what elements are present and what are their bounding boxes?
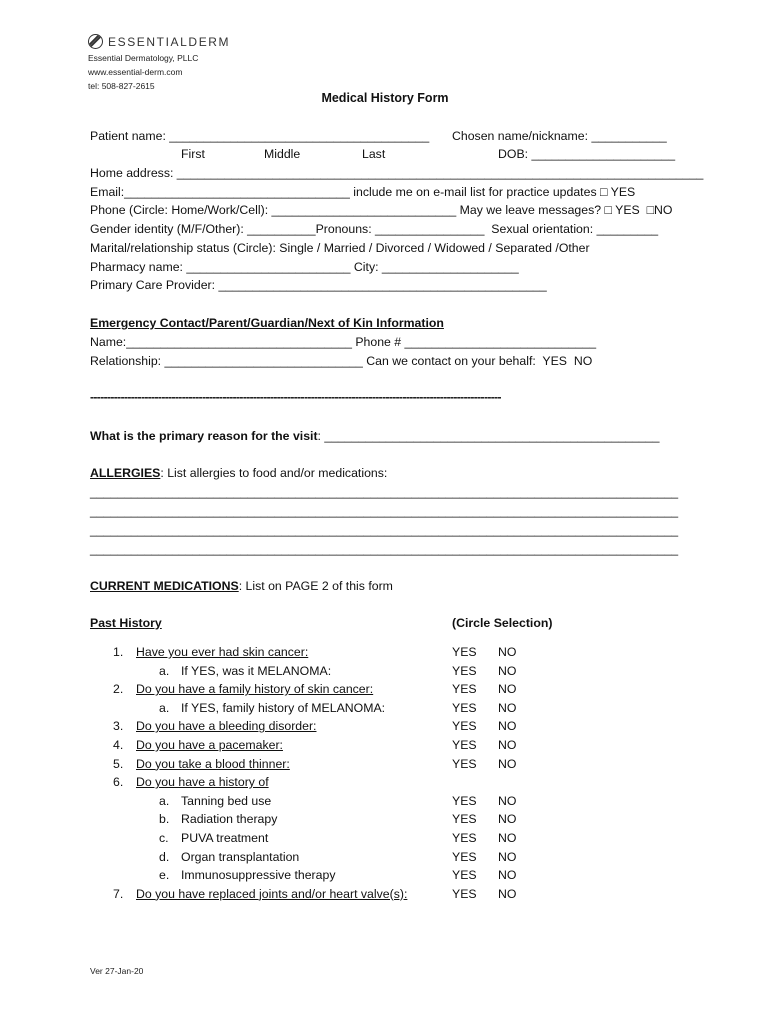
primary-care-field[interactable]: Primary Care Provider: ________________________________________________: [90, 278, 547, 292]
reason-label: What is the primary reason for the visit: [90, 429, 318, 443]
middle-label: Middle: [264, 147, 301, 161]
patient-name-field[interactable]: Patient name: ______________________________________: [90, 129, 430, 143]
yes-option[interactable]: YES: [452, 793, 477, 808]
no-option[interactable]: NO: [498, 831, 517, 845]
no-option[interactable]: NO: [498, 719, 517, 734]
history-item-number: 4.: [113, 738, 124, 752]
history-item-number: 5.: [113, 756, 124, 771]
history-item-number: e.: [159, 868, 170, 883]
history-item-question: Radiation therapy: [181, 812, 278, 827]
phone-field[interactable]: Phone (Circle: Home/Work/Cell): ___________________________ May we leave messages? □ YES □NO: [90, 203, 673, 217]
yes-option[interactable]: YES: [452, 719, 477, 734]
medications-text: : List on PAGE 2 of this form: [238, 579, 393, 593]
history-item-question: Do you have replaced joints and/or heart valve(s):: [136, 886, 408, 901]
allergies-line[interactable]: ______________________________________________________________________________________: [90, 485, 679, 499]
no-option[interactable]: NO: [498, 700, 517, 715]
logo-text: ESSENTIALDERM: [108, 34, 231, 49]
yes-option[interactable]: YES: [452, 849, 477, 864]
yes-option[interactable]: YES: [452, 868, 477, 883]
no-option[interactable]: NO: [498, 645, 517, 659]
company-website: www.essential-derm.com: [88, 67, 183, 77]
last-label: Last: [362, 147, 386, 161]
yes-option[interactable]: YES: [452, 700, 477, 715]
no-option[interactable]: NO: [498, 886, 517, 901]
history-item-question: If YES, was it MELANOMA:: [181, 663, 332, 678]
yes-option[interactable]: YES: [452, 645, 477, 659]
home-address-field[interactable]: Home address: _____________________________________________________________________________: [90, 166, 704, 180]
no-option[interactable]: NO: [498, 682, 517, 697]
form-title: Medical History Form: [321, 91, 449, 105]
email-field[interactable]: Email:_________________________________ include me on e-mail list for practice updates □ YES: [90, 185, 636, 199]
allergies-line[interactable]: ______________________________________________________________________________________: [90, 504, 679, 518]
history-item-number: c.: [159, 831, 169, 845]
history-item-number: a.: [159, 663, 170, 678]
separator-line: -------------------------------------------------------------------------------------------------------------------------: [90, 390, 501, 404]
history-item-question: Do you have a history of: [136, 775, 269, 790]
version-footer: Ver 27-Jan-20: [90, 966, 144, 976]
history-item-question: Do you take a blood thinner:: [136, 756, 290, 771]
history-item-question: Have you ever had skin cancer:: [136, 645, 309, 659]
history-item-number: b.: [159, 812, 170, 827]
yes-option[interactable]: YES: [452, 682, 477, 697]
no-option[interactable]: NO: [498, 756, 517, 771]
no-option[interactable]: NO: [498, 793, 517, 808]
history-item-question: Immunosuppressive therapy: [181, 868, 336, 883]
history-item-number: 3.: [113, 719, 124, 734]
history-item-number: 7.: [113, 886, 124, 901]
history-item-number: 1.: [113, 645, 124, 659]
allergies-heading: ALLERGIES: [90, 466, 161, 480]
allergies-line[interactable]: ______________________________________________________________________________________: [90, 542, 679, 556]
medications-note: [90, 580, 393, 592]
history-item-question: PUVA treatment: [181, 831, 269, 845]
medications-heading: CURRENT MEDICATIONS: [90, 579, 239, 593]
allergies-line[interactable]: ______________________________________________________________________________________: [90, 523, 679, 537]
allergies-text: : List allergies to food and/or medications:: [160, 466, 388, 480]
allergies-prompt: [90, 467, 387, 479]
emergency-relationship-field[interactable]: Relationship: _____________________________ Can we contact on your behalf: YES NO: [90, 354, 593, 368]
history-item-number: a.: [159, 700, 170, 715]
logo-icon: [88, 34, 103, 49]
history-item-question: Organ transplantation: [181, 849, 300, 864]
no-option[interactable]: NO: [498, 812, 517, 827]
yes-option[interactable]: YES: [452, 756, 477, 771]
emergency-heading: Emergency Contact/Parent/Guardian/Next of Kin Information: [90, 316, 444, 330]
yes-option[interactable]: YES: [452, 886, 477, 901]
chosen-name-field[interactable]: Chosen name/nickname: ___________: [452, 129, 667, 143]
pharmacy-field[interactable]: Pharmacy name: ________________________ City: ____________________: [90, 260, 519, 274]
history-item-number: a.: [159, 793, 170, 808]
no-option[interactable]: NO: [498, 849, 517, 864]
history-item-number: 2.: [113, 682, 124, 697]
history-item-question: Do you have a family history of skin cancer:: [136, 682, 374, 697]
history-item-question: Do you have a pacemaker:: [136, 738, 283, 752]
first-label: First: [181, 147, 205, 161]
reason-line: : _________________________________________________: [317, 429, 660, 443]
marital-status-field[interactable]: Marital/relationship status (Circle): Single / Married / Divorced / Widowed / Separated /Other: [90, 241, 590, 255]
history-item-question: If YES, family history of MELANOMA:: [181, 700, 386, 715]
yes-option[interactable]: YES: [452, 663, 477, 678]
yes-option[interactable]: YES: [452, 738, 477, 752]
history-item-number: 6.: [113, 775, 124, 790]
dob-field[interactable]: DOB: _____________________: [498, 147, 676, 161]
history-item-number: d.: [159, 849, 170, 864]
no-option[interactable]: NO: [498, 738, 517, 752]
history-item-question: Do you have a bleeding disorder:: [136, 719, 317, 734]
company-name: Essential Dermatology, PLLC: [88, 53, 199, 63]
company-phone: tel: 508-827-2615: [88, 81, 155, 91]
history-item-question: Tanning bed use: [181, 793, 272, 808]
company-logo: [88, 34, 230, 49]
emergency-name-field[interactable]: Name:_________________________________ Phone # ____________________________: [90, 335, 597, 349]
reason-field[interactable]: [90, 430, 660, 442]
gender-pronouns-field[interactable]: Gender identity (M/F/Other): __________Pronouns: ________________ Sexual orientation: _________: [90, 222, 659, 236]
no-option[interactable]: NO: [498, 868, 517, 883]
no-option[interactable]: NO: [498, 663, 517, 678]
past-history-heading: Past History: [90, 616, 162, 630]
yes-option[interactable]: YES: [452, 812, 477, 827]
circle-selection-label: (Circle Selection): [452, 616, 553, 630]
yes-option[interactable]: YES: [452, 831, 477, 845]
